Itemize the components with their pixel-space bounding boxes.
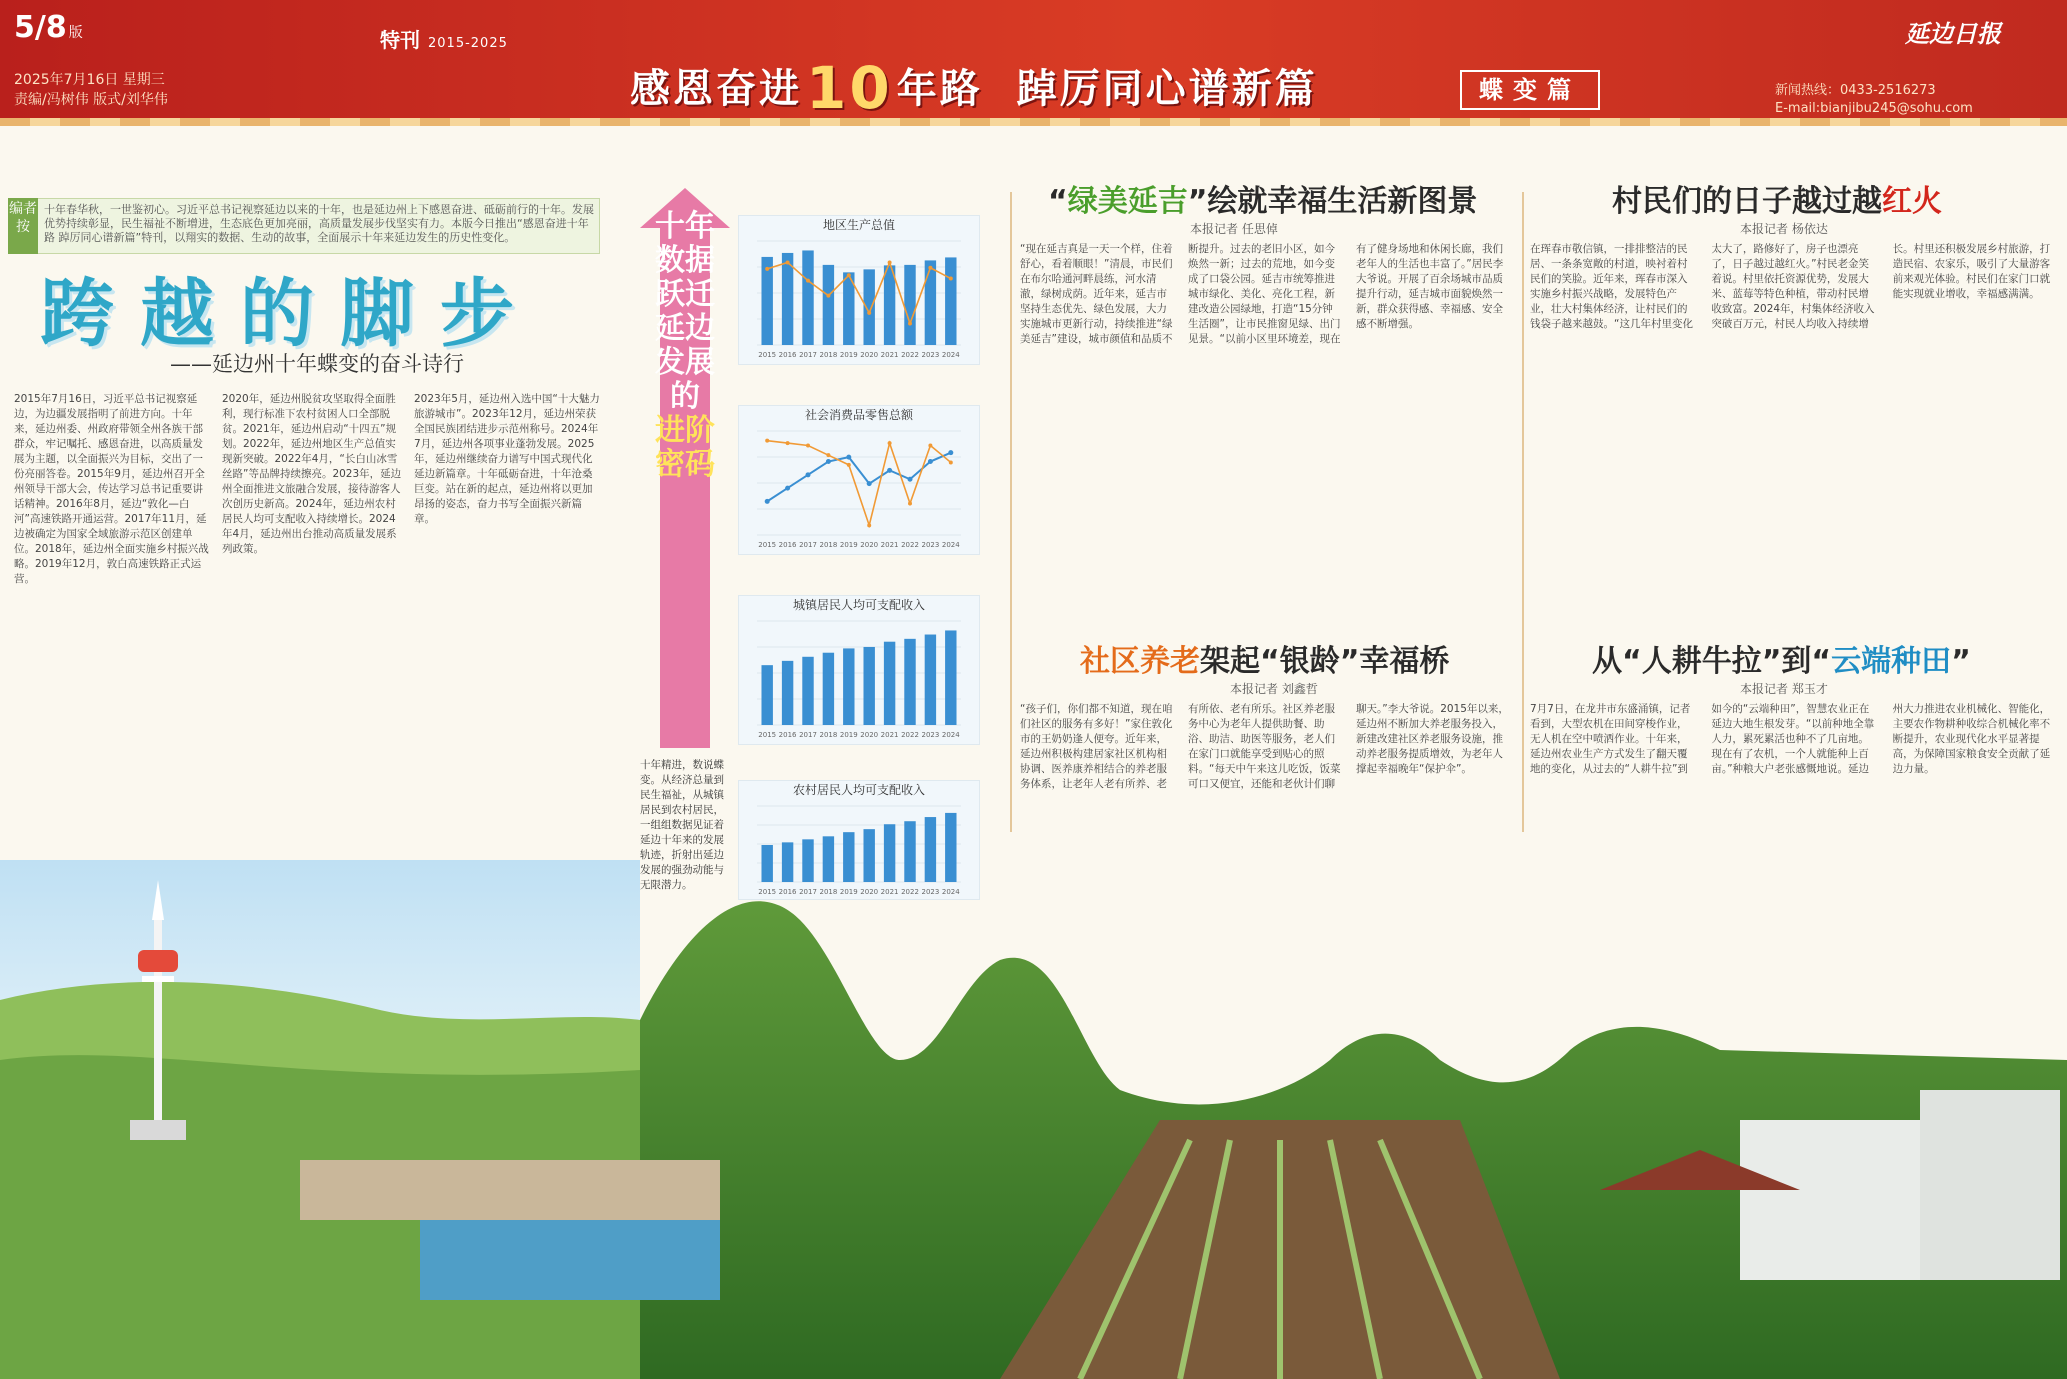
growth-point: [867, 311, 871, 315]
tick-label: 2018: [819, 541, 838, 549]
growth-point: [826, 294, 830, 298]
tick-label: 2024: [941, 888, 960, 896]
lead-column-1: 2015年7月16日，习近平总书记视察延边，为边疆发展指明了前进方向。十年来，延边州委、州政府带领全州各族干部群众，牢记嘱托、感恩奋进，以高质量发展为主题，以全面振兴为目标，交出了一份亮丽答卷。2015年9月，延边州召开全州领导干部大会，传达学习总书记重要讲话精神。2016年8月，延边“敦化—白河”高速铁路开通运营。2017年11月，延边被确定为国家全域旅游示范区创建单位。2018年，延边州全面实施乡村振兴战略。2019年12月，敦白高速铁路正式运营。: [14, 393, 209, 585]
chart-gdp-plot: [739, 233, 979, 361]
chart-gdp: [738, 215, 980, 365]
tick-label: 2021: [880, 351, 899, 359]
data-point: [765, 499, 770, 504]
tick-label: 2022: [901, 731, 919, 739]
growth-point: [908, 322, 912, 326]
data-point: [826, 459, 831, 464]
bar: [904, 639, 915, 725]
lead-column-3: 2023年5月，延边州入选中国“十大魅力旅游城市”。2023年12月，延边州荣获全国民族团结进步示范州称号。2024年7月，延边州各项事业蓬勃发展。2025年，延边州继续奋力谱写中国式现代化延边新篇章。十年砥砺奋进，十年沧桑巨变。站在新的起点，延边州将以更加昂扬的姿态，奋力书写全面振兴新篇章。: [414, 393, 600, 525]
bar: [782, 661, 793, 725]
tick-label: 2023: [921, 731, 940, 739]
bar: [904, 265, 915, 345]
page-suffix: 版: [68, 25, 83, 41]
tick-label: 2022: [901, 888, 919, 896]
banner-mid: 年路: [896, 66, 983, 112]
page-number-value: 5/8: [14, 10, 67, 45]
divider: [1522, 192, 1524, 832]
article-red-title: [1612, 176, 1942, 220]
hotline: 新闻热线：0433-2516273: [1775, 83, 1936, 98]
tick-label: 2015: [758, 541, 777, 549]
chart-rural-income-title: 农村居民人均可支配收入: [792, 783, 925, 797]
arrow-heading: [652, 210, 718, 482]
tick-label: 2017: [799, 541, 817, 549]
section-seal: 蝶变篇: [1460, 70, 1600, 110]
tick-label: 2016: [778, 541, 797, 549]
contact-info: [1775, 82, 1973, 118]
landscape-photo-band: [0, 860, 2067, 1379]
arrow-highlight: 进阶密码: [655, 413, 715, 482]
data-point: [887, 468, 892, 473]
growth-point: [949, 277, 953, 281]
data-point: [948, 450, 953, 455]
tick-label: 2023: [921, 888, 940, 896]
bar: [863, 269, 874, 345]
growth-point: [806, 444, 810, 448]
article-elderly-body: “孩子们，你们都不知道，现在咱们社区的服务有多好！”家住敦化市的王奶奶逢人便夸。近年来，延边州积极构建居家社区机构相协调、医养康养相结合的养老服务体系，让老年人老有所养、老有所依、老有所乐。社区养老服务中心为老年人提供助餐、助浴、助洁、助医等服务，老人们在家门口就能享受到贴心的照料。“每天中午来这儿吃饭，饭菜可口又便宜，还能和老伙计们聊聊天。”李大爷说。2015年以来，延边州不断加大养老服务投入，新建改建社区养老服务设施，推动养老服务提质增效，为老年人撑起幸福晚年“保护伞”。: [1020, 703, 1509, 790]
editor-note-text: 十年春华秋，一世鉴初心。习近平总书记视察延边以来的十年，也是延边州上下感恩奋进、砥砺前行的十年。发展优势持续彰显，民生福祉不断增进，生态底色更加亮丽，高质量发展步伐坚实有力。本版今日推出“感恩奋进十年路 踔厉同心谱新篇”特刊，以翔实的数据、生动的故事，全面展示十年来延边发生的历史性变化。: [44, 203, 594, 244]
tick-label: 2021: [880, 888, 899, 896]
issue-meta: [14, 70, 168, 110]
bar: [884, 642, 895, 725]
bar: [925, 260, 936, 345]
tick-label: 2023: [921, 351, 940, 359]
growth-point: [847, 463, 851, 467]
chart-gdp-title: 地区生产总值: [822, 218, 895, 232]
tick-label: 2017: [799, 351, 817, 359]
tick-label: 2020: [860, 731, 879, 739]
divider: [1010, 192, 1012, 832]
growth-point: [847, 273, 851, 277]
tick-label: 2018: [819, 351, 838, 359]
chart-urban-income-plot: [739, 613, 979, 741]
article-green-title: [1048, 176, 1477, 220]
data-point: [846, 455, 851, 460]
lead-title: 跨越的脚步: [40, 271, 540, 357]
growth-point: [786, 441, 790, 445]
bar: [802, 250, 813, 345]
title-part: ”绘就幸福生活新图景: [1187, 184, 1478, 219]
chart-retail-title: 社会消费品零售总额: [804, 408, 913, 422]
tick-label: 2022: [901, 541, 919, 549]
tick-label: 2015: [758, 351, 777, 359]
special-issue-years: 2015-2025: [428, 36, 508, 51]
tick-label: 2017: [799, 731, 817, 739]
tick-label: 2018: [819, 731, 838, 739]
bar: [884, 265, 895, 345]
growth-point: [765, 267, 769, 271]
editor-note-tag: 编者按: [8, 198, 38, 254]
title-part: 架起“银龄”幸福桥: [1200, 644, 1450, 679]
arrow-line-2: 延边发展的: [655, 311, 715, 414]
growth-point: [806, 279, 810, 283]
issue-date: 2025年7月16日 星期三: [14, 72, 165, 88]
tick-label: 2024: [941, 541, 960, 549]
lead-column-2: 2020年，延边州脱贫攻坚取得全面胜利，现行标准下农村贫困人口全部脱贫。2021年，延边州启动“十四五”规划。2022年，延边州地区生产总值实现新突破。2022年4月，“长白山冰雪丝路”等品牌持续擦亮。2023年，延边州全面推进文旅融合发展，接待游客人次创历史新高。2024年，延边州农村居民人均可支配收入持续增长。2024年4月，延边州出台推动高质量发展系列政策。: [222, 393, 402, 555]
banner-ten: 10: [806, 54, 893, 122]
growth-point: [928, 266, 932, 270]
bar: [925, 635, 936, 725]
bar: [863, 647, 874, 725]
growth-point: [867, 523, 871, 527]
article-green-body: “现在延吉真是一天一个样，住着舒心，看着顺眼！”清晨，市民们在布尔哈通河畔晨练，河水清澈，绿树成荫。近年来，延吉市坚持生态优先、绿色发展，大力实施城市更新行动，持续推进“绿美延吉”建设，城市颜值和品质不断提升。过去的老旧小区，如今焕然一新；过去的荒地，如今变成了口袋公园。延吉市统筹推进城市绿化、美化、亮化工程，新建改造公园绿地，打造“15分钟生活圈”，让市民推窗见绿、出门见景。“以前小区里环境差，现在有了健身场地和休闲长廊，我们老年人的生活也丰富了。”居民李大爷说。开展了百余场城市品质提升行动，延吉城市面貌焕然一新，群众获得感、幸福感、安全感不断增强。: [1020, 243, 1504, 345]
bar: [945, 630, 956, 725]
data-point: [785, 486, 790, 491]
title-highlight: 绿美延吉: [1067, 184, 1188, 219]
tick-label: 2015: [758, 731, 777, 739]
data-point: [867, 481, 872, 486]
tick-label: 2019: [839, 731, 858, 739]
bar: [761, 665, 772, 725]
tick-label: 2022: [901, 351, 919, 359]
banner-headline: [630, 54, 1318, 122]
arrow-side-text: 十年精进，数说蝶变。从经济总量到民生福祉，从城镇居民到农村居民，一组组数据见证着延边十年来的发展轨迹，折射出延边发展的强劲动能与无限潜力。: [640, 759, 724, 891]
lead-subtitle: ——延边州十年蝶变的奋斗诗行: [170, 352, 464, 376]
title-highlight: 云端种田: [1831, 644, 1952, 679]
bar: [843, 648, 854, 725]
banner-left: 感恩奋进: [630, 66, 802, 112]
tick-label: 2020: [860, 541, 879, 549]
article-red-body: 在珲春市敬信镇，一排排整洁的民居、一条条宽敞的村道，映衬着村民们的笑脸。近年来，珲春市深入实施乡村振兴战略，发展特色产业，壮大村集体经济，让村民们的钱袋子越来越鼓。“这几年村里变化太大了，路修好了，房子也漂亮了，日子越过越红火。”村民老金笑着说。村里依托资源优势，发展大米、蓝莓等特色种植，带动村民增收致富。2024年，村集体经济收入突破百万元，村民人均收入持续增长。村里还积极发展乡村旅游，打造民宿、农家乐，吸引了大量游客前来观光体验。村民们在家门口就能实现就业增收，幸福感满满。: [1530, 243, 2051, 330]
tick-label: 2019: [839, 351, 858, 359]
tick-label: 2024: [941, 351, 960, 359]
growth-point: [928, 444, 932, 448]
chart-retail-plot: [739, 423, 979, 551]
data-point: [928, 459, 933, 464]
tick-label: 2021: [880, 541, 899, 549]
title-part: 从“人耕牛拉”到“: [1592, 644, 1832, 679]
title-part: ”: [1951, 644, 1971, 679]
tick-label: 2024: [941, 731, 960, 739]
tower-illustration: [120, 880, 196, 1140]
growth-point: [888, 260, 892, 264]
data-point: [908, 477, 913, 482]
chart-urban-income: [738, 595, 980, 745]
article-farm-body: 7月7日，在龙井市东盛涌镇，记者看到，大型农机在田间穿梭作业，无人机在空中喷洒作业。十年来，延边州农业生产方式发生了翻天覆地的变化，从过去的“人耕牛拉”到如今的“云端种田”，智慧农业正在延边大地生根发芽。“以前种地全靠人力，累死累活也种不了几亩地。现在有了农机，一个人就能种上百亩。”种粮大户老张感慨地说。延边州大力推进农业机械化、智能化，主要农作物耕种收综合机械化率不断提升，农业现代化水平显著提高，为保障国家粮食安全贡献了延边力量。: [1530, 703, 2051, 775]
article-farm-title: [1592, 636, 1971, 680]
growth-point: [888, 441, 892, 445]
bar: [823, 265, 834, 345]
growth-point: [949, 460, 953, 464]
chart-retail: [738, 405, 980, 555]
page-number: [14, 10, 83, 45]
title-highlight: 社区养老: [1080, 644, 1200, 679]
tick-label: 2016: [778, 888, 797, 896]
bar: [802, 657, 813, 725]
tick-label: 2018: [819, 888, 838, 896]
article-elderly-title: [1080, 636, 1449, 680]
article-green-byline: 本报记者 任思倬: [1190, 222, 1278, 236]
newspaper-masthead: 延边日报: [1905, 20, 2001, 48]
tick-label: 2021: [880, 731, 899, 739]
title-part: “: [1048, 184, 1068, 219]
title-highlight: 红火: [1882, 184, 1942, 219]
special-issue-text: 特刊: [380, 28, 420, 52]
email: E-mail:bianjibu245@sohu.com: [1775, 101, 1973, 116]
growth-point: [908, 502, 912, 506]
tick-label: 2019: [839, 541, 858, 549]
tick-label: 2019: [839, 888, 858, 896]
growth-point: [765, 439, 769, 443]
arrow-line-1: 十年数据跃迁: [655, 209, 715, 312]
bar: [823, 653, 834, 725]
issue-editors: 责编/冯树伟 版式/刘华伟: [14, 92, 168, 108]
tick-label: 2020: [860, 888, 879, 896]
title-part: 村民们的日子越过越: [1612, 184, 1882, 219]
chart-urban-income-title: 城镇居民人均可支配收入: [792, 598, 925, 612]
tick-label: 2017: [799, 888, 817, 896]
data-point: [806, 472, 811, 477]
tick-label: 2015: [758, 888, 777, 896]
growth-point: [826, 453, 830, 457]
growth-point: [786, 260, 790, 264]
article-elderly-byline: 本报记者 刘鑫哲: [1230, 682, 1318, 696]
banner-right: 踔厉同心谱新篇: [1016, 66, 1318, 112]
special-issue-label: [380, 24, 508, 53]
tick-label: 2016: [778, 731, 797, 739]
bar: [945, 257, 956, 345]
tick-label: 2020: [860, 351, 879, 359]
article-red-byline: 本报记者 杨依达: [1740, 222, 1828, 236]
article-farm-byline: 本报记者 郑玉才: [1740, 682, 1828, 696]
tick-label: 2016: [778, 351, 797, 359]
tick-label: 2023: [921, 541, 940, 549]
